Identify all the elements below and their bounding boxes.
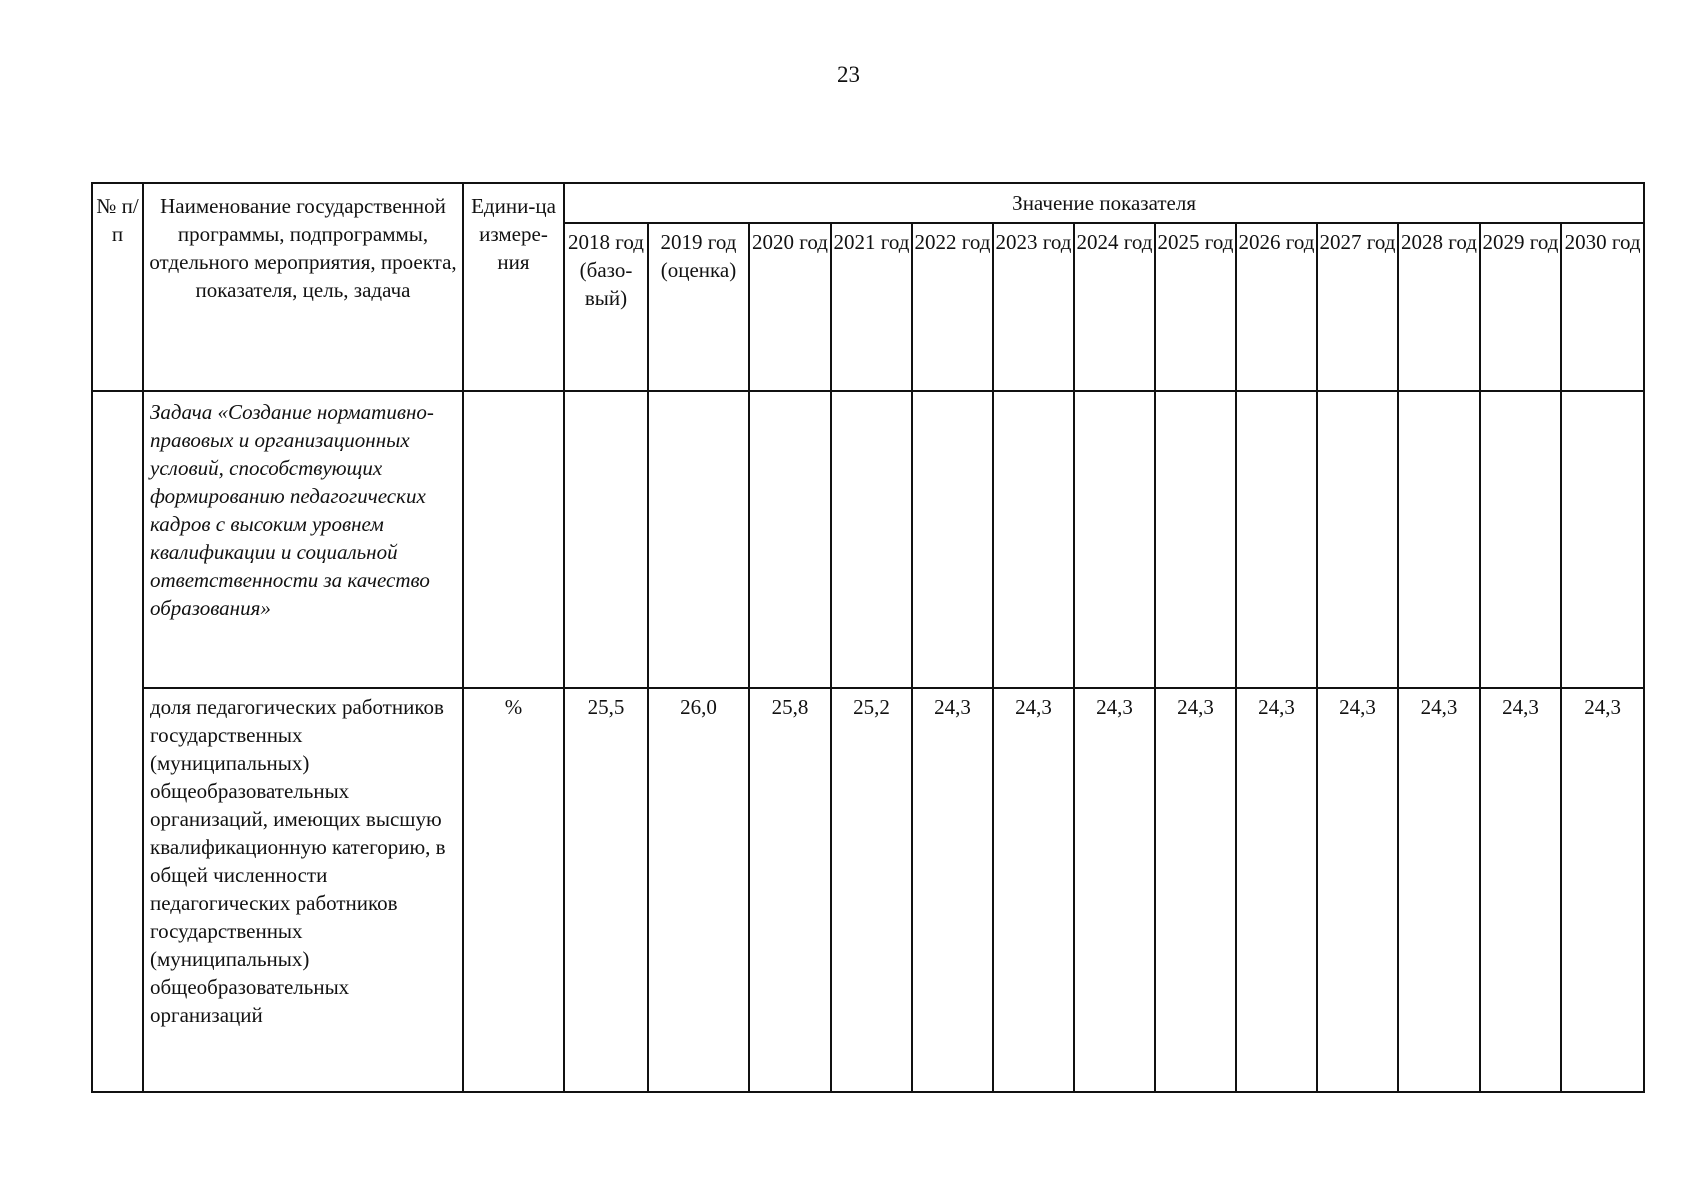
value-cell [993, 391, 1074, 688]
header-year: 2030 год [1561, 223, 1644, 391]
value-cell: 25,8 [749, 688, 831, 1092]
value-cell [1074, 391, 1155, 688]
value-cell [912, 391, 993, 688]
header-year: 2019 год (оценка) [648, 223, 749, 391]
task-name: Задача «Создание нормативно-правовых и организационных условий, способствующих формированию педагогических кадров с высоким уровнем квалификации и социальной ответственности за качество образования» [143, 391, 463, 688]
value-cell [1155, 391, 1236, 688]
header-year: 2026 год [1236, 223, 1317, 391]
value-cell: 24,3 [1561, 688, 1644, 1092]
header-year: 2023 год [993, 223, 1074, 391]
header-year: 2027 год [1317, 223, 1398, 391]
header-unit: Едини-ца измере-ния [463, 183, 564, 391]
row-unit [463, 391, 564, 688]
header-num: № п/п [92, 183, 143, 391]
header-name: Наименование государственной программы, подпрограммы, отдельного мероприятия, проекта, показателя, цель, задача [143, 183, 463, 391]
value-cell [648, 391, 749, 688]
header-row-1 [92, 183, 1644, 223]
header-year: 2020 год [749, 223, 831, 391]
table-row-task [92, 391, 1644, 688]
value-cell: 24,3 [1074, 688, 1155, 1092]
value-cell [1236, 391, 1317, 688]
value-cell: 24,3 [1317, 688, 1398, 1092]
indicators-table [91, 182, 1645, 1093]
header-year: 2028 год [1398, 223, 1480, 391]
value-cell [831, 391, 912, 688]
indicator-name: доля педагогических работников государственных (муниципальных) общеобразовательных организаций, имеющих высшую квалификационную категорию, в общей численности педагогических работников государственных (муниципальных) общеобразовательных организаций [143, 688, 463, 1092]
table-row-indicator [92, 688, 1644, 1092]
value-cell: 24,3 [1236, 688, 1317, 1092]
value-cell: 25,2 [831, 688, 912, 1092]
row-num [92, 391, 143, 1092]
value-cell: 24,3 [1398, 688, 1480, 1092]
value-cell [1317, 391, 1398, 688]
header-year: 2018 год (базо-вый) [564, 223, 648, 391]
header-year: 2029 год [1480, 223, 1561, 391]
value-cell: 24,3 [1155, 688, 1236, 1092]
value-cell [1398, 391, 1480, 688]
value-cell [749, 391, 831, 688]
value-cell: 24,3 [993, 688, 1074, 1092]
value-cell [1480, 391, 1561, 688]
header-year: 2024 год [1074, 223, 1155, 391]
header-values-group: Значение показателя [564, 183, 1644, 223]
value-cell: 26,0 [648, 688, 749, 1092]
header-year: 2022 год [912, 223, 993, 391]
row-unit: % [463, 688, 564, 1092]
value-cell: 24,3 [1480, 688, 1561, 1092]
value-cell [564, 391, 648, 688]
page-number: 23 [837, 62, 860, 87]
value-cell [1561, 391, 1644, 688]
header-year: 2021 год [831, 223, 912, 391]
value-cell: 25,5 [564, 688, 648, 1092]
value-cell: 24,3 [912, 688, 993, 1092]
header-year: 2025 год [1155, 223, 1236, 391]
